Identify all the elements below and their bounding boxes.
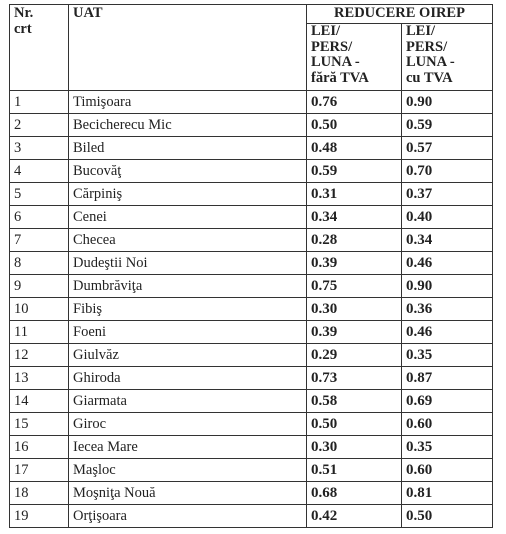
row-number: 14 [10, 390, 69, 413]
row-uat-name: Checea [69, 229, 307, 252]
row-value-cu-tva: 0.81 [402, 482, 493, 505]
row-value-fara-tva: 0.51 [307, 459, 402, 482]
row-value-cu-tva: 0.90 [402, 275, 493, 298]
row-number: 4 [10, 160, 69, 183]
row-value-cu-tva: 0.60 [402, 459, 493, 482]
row-number: 17 [10, 459, 69, 482]
row-number: 12 [10, 344, 69, 367]
row-value-fara-tva: 0.48 [307, 137, 402, 160]
row-value-cu-tva: 0.35 [402, 344, 493, 367]
row-value-fara-tva: 0.31 [307, 183, 402, 206]
row-uat-name: Ghiroda [69, 367, 307, 390]
row-value-cu-tva: 0.57 [402, 137, 493, 160]
row-uat-name: Cenei [69, 206, 307, 229]
header-nr-crt [10, 5, 69, 91]
table-row [10, 275, 493, 298]
row-value-cu-tva: 0.59 [402, 114, 493, 137]
table-row [10, 436, 493, 459]
table-row [10, 321, 493, 344]
row-value-fara-tva: 0.34 [307, 206, 402, 229]
row-uat-name: Orţişoara [69, 505, 307, 528]
row-number: 8 [10, 252, 69, 275]
table-row [10, 206, 493, 229]
table-row [10, 137, 493, 160]
header-uat: UAT [69, 5, 307, 91]
header-cu-tva [402, 24, 493, 91]
table-body [10, 91, 493, 528]
table-row [10, 160, 493, 183]
row-value-fara-tva: 0.39 [307, 321, 402, 344]
table-row [10, 114, 493, 137]
row-value-fara-tva: 0.59 [307, 160, 402, 183]
row-value-cu-tva: 0.87 [402, 367, 493, 390]
table-header [10, 5, 493, 91]
header-fara-tva-line4: fără TVA [311, 69, 369, 86]
row-value-fara-tva: 0.58 [307, 390, 402, 413]
row-value-cu-tva: 0.34 [402, 229, 493, 252]
row-value-fara-tva: 0.73 [307, 367, 402, 390]
table-row [10, 91, 493, 114]
table-row [10, 482, 493, 505]
header-nr-line1: Nr. [14, 5, 34, 21]
row-uat-name: Fibiş [69, 298, 307, 321]
row-value-fara-tva: 0.39 [307, 252, 402, 275]
table-row [10, 344, 493, 367]
row-number: 10 [10, 298, 69, 321]
header-fara-tva [307, 24, 402, 91]
row-number: 6 [10, 206, 69, 229]
row-uat-name: Cărpiniş [69, 183, 307, 206]
row-value-fara-tva: 0.75 [307, 275, 402, 298]
row-number: 19 [10, 505, 69, 528]
row-value-fara-tva: 0.30 [307, 436, 402, 459]
row-number: 1 [10, 91, 69, 114]
row-value-cu-tva: 0.37 [402, 183, 493, 206]
row-uat-name: Maşloc [69, 459, 307, 482]
row-value-cu-tva: 0.70 [402, 160, 493, 183]
table-row [10, 183, 493, 206]
header-nr-line2: crt [14, 21, 32, 37]
row-uat-name: Giarmata [69, 390, 307, 413]
header-cu-tva-line3: LUNA - [406, 54, 455, 70]
row-uat-name: Timişoara [69, 91, 307, 114]
row-value-cu-tva: 0.46 [402, 252, 493, 275]
row-value-fara-tva: 0.50 [307, 114, 402, 137]
row-uat-name: Foeni [69, 321, 307, 344]
row-value-cu-tva: 0.35 [402, 436, 493, 459]
row-value-fara-tva: 0.76 [307, 91, 402, 114]
header-cu-tva-line4: cu TVA [406, 69, 453, 86]
row-number: 13 [10, 367, 69, 390]
table-row [10, 367, 493, 390]
row-number: 16 [10, 436, 69, 459]
table-row [10, 390, 493, 413]
header-fara-tva-line2: PERS/ [311, 38, 353, 55]
row-uat-name: Biled [69, 137, 307, 160]
row-value-fara-tva: 0.68 [307, 482, 402, 505]
row-uat-name: Dumbrăviţa [69, 275, 307, 298]
header-cu-tva-line1: LEI/ [406, 23, 436, 39]
row-uat-name: Giroc [69, 413, 307, 436]
row-value-fara-tva: 0.50 [307, 413, 402, 436]
row-value-cu-tva: 0.60 [402, 413, 493, 436]
row-uat-name: Giulvăz [69, 344, 307, 367]
row-value-cu-tva: 0.69 [402, 390, 493, 413]
table-row [10, 229, 493, 252]
row-value-cu-tva: 0.90 [402, 91, 493, 114]
row-number: 11 [10, 321, 69, 344]
table-row [10, 459, 493, 482]
row-number: 3 [10, 137, 69, 160]
row-uat-name: Dudeştii Noi [69, 252, 307, 275]
table-row [10, 252, 493, 275]
row-value-fara-tva: 0.29 [307, 344, 402, 367]
row-number: 18 [10, 482, 69, 505]
table-row [10, 298, 493, 321]
row-number: 15 [10, 413, 69, 436]
row-uat-name: Moşniţa Nouă [69, 482, 307, 505]
table-row [10, 413, 493, 436]
row-number: 2 [10, 114, 69, 137]
row-value-cu-tva: 0.36 [402, 298, 493, 321]
row-value-fara-tva: 0.30 [307, 298, 402, 321]
table-row [10, 505, 493, 528]
row-value-fara-tva: 0.42 [307, 505, 402, 528]
row-value-fara-tva: 0.28 [307, 229, 402, 252]
row-value-cu-tva: 0.40 [402, 206, 493, 229]
row-number: 5 [10, 183, 69, 206]
row-uat-name: Becicherecu Mic [69, 114, 307, 137]
row-number: 9 [10, 275, 69, 298]
row-uat-name: Iecea Mare [69, 436, 307, 459]
header-cu-tva-line2: PERS/ [406, 38, 448, 55]
row-value-cu-tva: 0.46 [402, 321, 493, 344]
header-fara-tva-line3: LUNA - [311, 54, 360, 70]
row-uat-name: Bucovăţ [69, 160, 307, 183]
row-value-cu-tva: 0.50 [402, 505, 493, 528]
header-fara-tva-line1: LEI/ [311, 23, 341, 39]
row-number: 7 [10, 229, 69, 252]
oirep-reduction-table [9, 4, 493, 528]
header-reducere-oirep: REDUCERE OIREP [307, 5, 493, 24]
